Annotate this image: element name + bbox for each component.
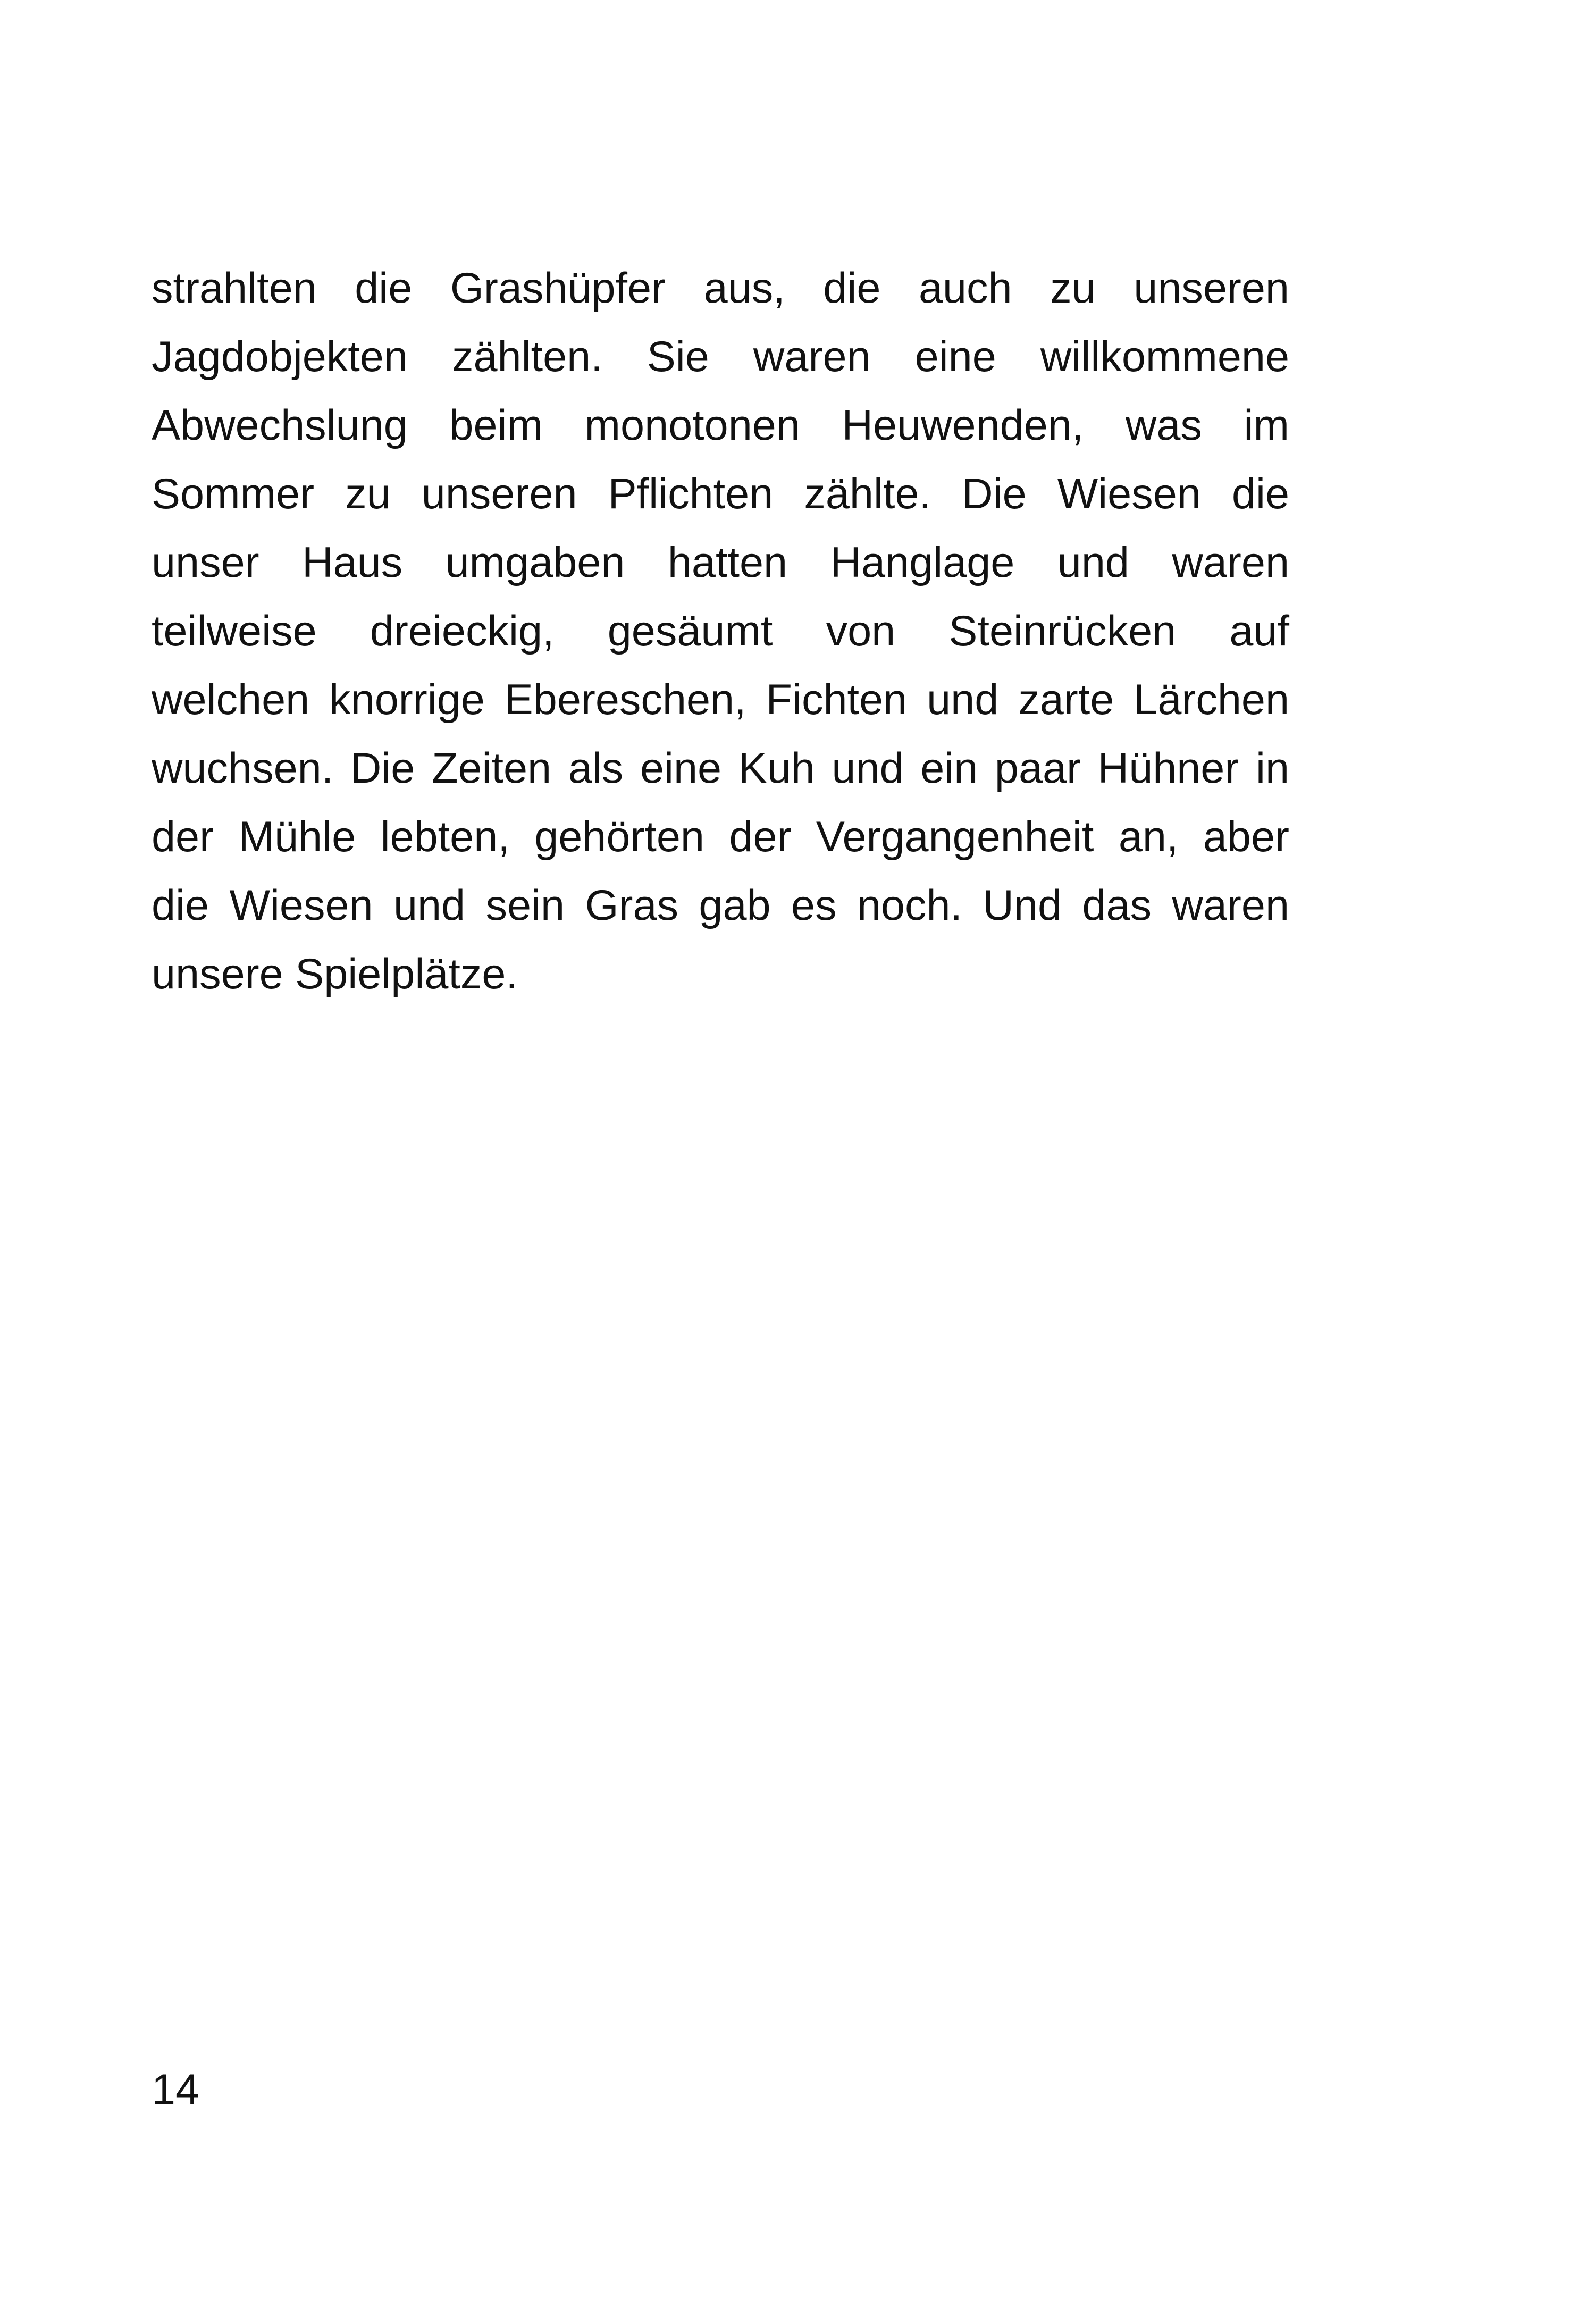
text-line: Sommer zu unseren Pflichten zählte. Die Wiesen die bbox=[152, 470, 1289, 518]
text-line: Abwechslung beim monotonen Heuwenden, was im bbox=[152, 401, 1289, 449]
text-line: unser Haus umgaben hatten Hanglage und waren bbox=[152, 539, 1289, 586]
body-paragraph bbox=[152, 254, 1289, 1009]
text-line: der Mühle lebten, gehörten der Vergangenheit an, aber bbox=[152, 813, 1289, 861]
text-line: wuchsen. Die Zeiten als eine Kuh und ein paar Hühner in bbox=[152, 744, 1289, 792]
text-line: welchen knorrige Ebereschen, Fichten und zarte Lärchen bbox=[152, 676, 1289, 724]
text-line: die Wiesen und sein Gras gab es noch. Und das waren bbox=[152, 882, 1289, 929]
page-number: 14 bbox=[152, 2066, 200, 2113]
text-line: teilweise dreieckig, gesäumt von Steinrücken auf bbox=[152, 607, 1289, 655]
text-line: Jagdobjekten zählten. Sie waren eine willkommene bbox=[152, 333, 1289, 381]
text-line: unsere Spielplätze. bbox=[152, 950, 518, 998]
text-line: strahlten die Grashüpfer aus, die auch zu unseren bbox=[152, 264, 1289, 312]
